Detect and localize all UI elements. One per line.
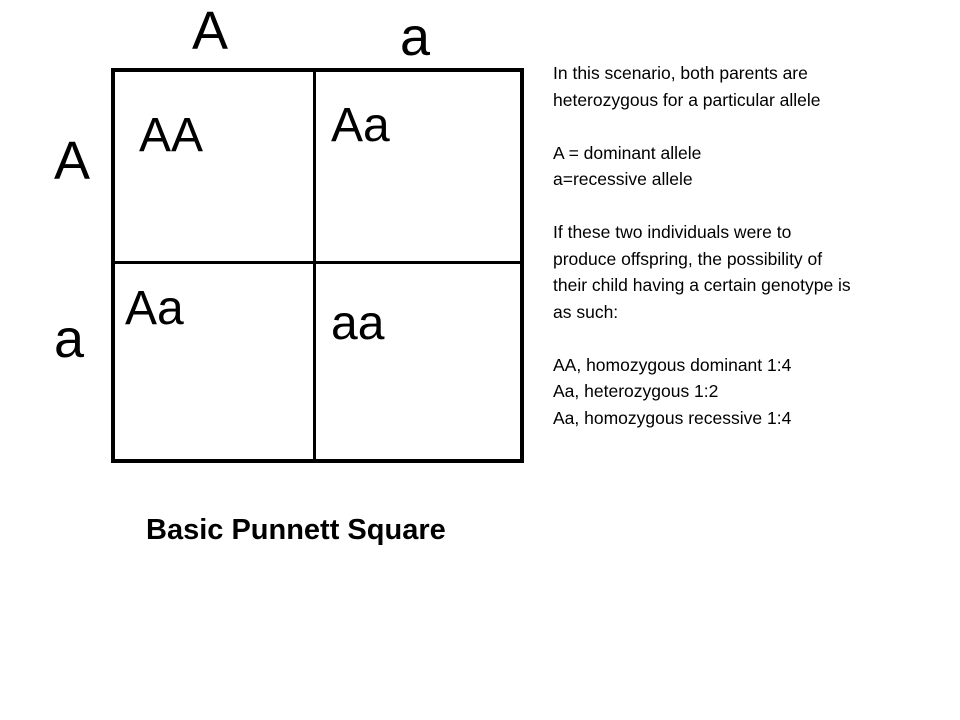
explanation-text xyxy=(553,60,948,431)
cell-top-left-genotype: AA xyxy=(139,109,204,162)
punnett-square-grid xyxy=(111,68,524,463)
legend-line-dominant: A = dominant allele xyxy=(553,142,702,163)
legend-paragraph xyxy=(553,140,948,193)
result-line: AA, homozygous dominant 1:4 xyxy=(553,354,792,375)
grid-vertical-divider xyxy=(313,72,316,459)
legend-line-recessive: a=recessive allele xyxy=(553,169,693,189)
cell-top-right-genotype: Aa xyxy=(331,99,390,152)
result-line: Aa, homozygous recessive 1:4 xyxy=(553,407,792,428)
question-line: produce offspring, the possibility of xyxy=(553,248,823,269)
grid-horizontal-divider xyxy=(115,261,520,264)
question-paragraph xyxy=(553,219,948,325)
intro-line: In this scenario, both parents are xyxy=(553,63,808,83)
column-allele-recessive: a xyxy=(400,7,431,67)
question-line: If these two individuals were to xyxy=(553,222,792,242)
row-allele-recessive: a xyxy=(54,309,85,369)
question-line: as such: xyxy=(553,301,619,322)
cell-bottom-right-genotype: aa xyxy=(331,297,385,350)
row-allele-dominant: A xyxy=(54,131,91,191)
intro-paragraph xyxy=(553,60,948,113)
cell-bottom-left-genotype: Aa xyxy=(125,282,184,335)
result-line: Aa, heterozygous 1:2 xyxy=(553,381,719,401)
question-line: their child having a certain genotype is xyxy=(553,275,851,295)
results-paragraph xyxy=(553,352,948,432)
diagram-caption: Basic Punnett Square xyxy=(146,514,446,546)
intro-line: heterozygous for a particular allele xyxy=(553,89,821,110)
column-allele-dominant: A xyxy=(192,1,229,61)
